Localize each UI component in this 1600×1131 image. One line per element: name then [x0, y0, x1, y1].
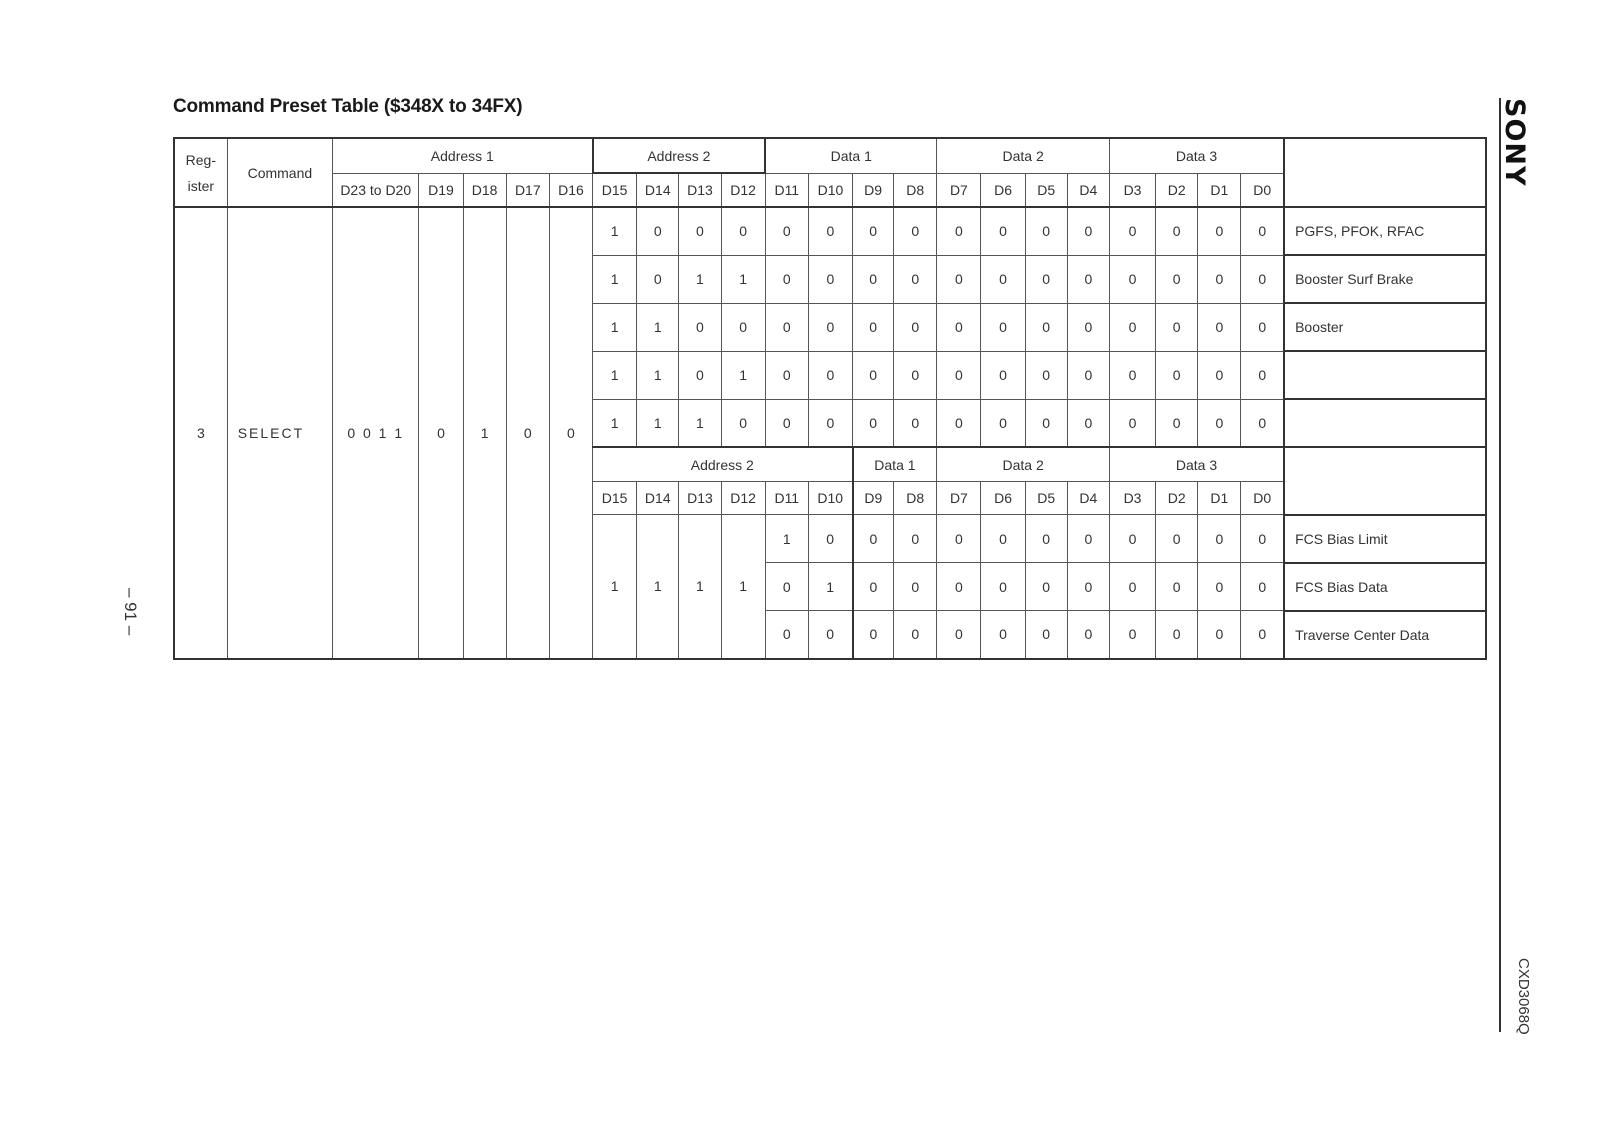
bit-cell: 0 — [937, 515, 981, 563]
description-cell: PGFS, PFOK, RFAC — [1284, 207, 1486, 255]
bit-cell: 0 — [808, 399, 852, 447]
bit-header: D17 — [506, 173, 549, 207]
bit-header: D3 — [1109, 173, 1155, 207]
bit-cell: 0 — [721, 207, 765, 255]
address1-value: 1 — [463, 207, 506, 659]
bit-cell: 0 — [853, 255, 894, 303]
bit-cell: 0 — [853, 399, 894, 447]
bit-cell: 0 — [1109, 515, 1155, 563]
bit-cell: 0 — [853, 515, 894, 563]
description-cell: Booster Surf Brake — [1284, 255, 1486, 303]
bit-cell: 1 — [593, 303, 637, 351]
bit-cell: 0 — [1241, 611, 1284, 659]
bit-cell: 0 — [1067, 515, 1109, 563]
bit-header: D0 — [1241, 173, 1284, 207]
bit-cell: 0 — [1198, 303, 1241, 351]
bit-header: D14 — [637, 482, 679, 515]
bit-header: D1 — [1198, 482, 1241, 515]
bit-header: D6 — [981, 173, 1025, 207]
bit-cell: 0 — [637, 255, 679, 303]
bit-cell: 0 — [808, 515, 852, 563]
bit-cell: 0 — [1109, 563, 1155, 611]
bit-cell: 0 — [894, 563, 937, 611]
bit-header: D15 — [593, 482, 637, 515]
bit-cell: 0 — [1241, 563, 1284, 611]
bit-cell: 0 — [1241, 303, 1284, 351]
bit-cell: 0 — [937, 351, 981, 399]
bit-cell: 0 — [1241, 255, 1284, 303]
bit-cell: 0 — [808, 255, 852, 303]
description-cell: Traverse Center Data — [1284, 611, 1486, 659]
register-header-line2: ister — [187, 177, 215, 194]
bit-header: D13 — [679, 482, 721, 515]
bit-header: D4 — [1067, 173, 1109, 207]
bit-header: D1 — [1198, 173, 1241, 207]
bit-cell: 1 — [679, 255, 721, 303]
bit-cell: 0 — [981, 207, 1025, 255]
description-cell — [1284, 351, 1486, 399]
data1-header: Data 1 — [765, 138, 937, 173]
bit-header: D9 — [853, 173, 894, 207]
bit-header: D23 to D20 — [333, 173, 419, 207]
bit-header: D11 — [765, 482, 808, 515]
bit-cell: 0 — [853, 563, 894, 611]
bit-cell: 1 — [637, 399, 679, 447]
description-header-lower — [1284, 447, 1486, 515]
bit-cell: 0 — [894, 255, 937, 303]
data3-header: Data 3 — [1109, 138, 1284, 173]
description-header — [1284, 138, 1486, 207]
register-value: 3 — [174, 207, 227, 659]
description-cell: FCS Bias Data — [1284, 563, 1486, 611]
bit-header: D13 — [679, 173, 721, 207]
bit-cell: 0 — [1025, 303, 1067, 351]
bit-cell: 1 — [721, 351, 765, 399]
bit-header: D15 — [593, 173, 637, 207]
bit-cell: 0 — [853, 351, 894, 399]
bit-cell: 1 — [721, 515, 765, 659]
bit-cell: 0 — [937, 255, 981, 303]
bit-cell: 0 — [937, 563, 981, 611]
margin-rule — [1499, 98, 1501, 1032]
bit-cell: 0 — [1067, 255, 1109, 303]
command-header: Command — [227, 138, 332, 207]
bit-cell: 0 — [1198, 563, 1241, 611]
bit-header: D19 — [419, 173, 463, 207]
bit-cell: 0 — [1198, 207, 1241, 255]
bit-cell: 0 — [1109, 351, 1155, 399]
bit-header: D7 — [937, 482, 981, 515]
bit-cell: 0 — [679, 207, 721, 255]
bit-header: D7 — [937, 173, 981, 207]
bit-cell: 1 — [765, 515, 808, 563]
bit-cell: 0 — [721, 399, 765, 447]
bit-header: D0 — [1241, 482, 1284, 515]
bit-header: D2 — [1156, 173, 1198, 207]
bit-cell: 1 — [593, 255, 637, 303]
address1-value: 0 — [506, 207, 549, 659]
bit-cell: 0 — [1198, 351, 1241, 399]
bit-cell: 1 — [637, 303, 679, 351]
bit-cell: 0 — [937, 611, 981, 659]
bit-cell: 0 — [1156, 563, 1198, 611]
bit-cell: 0 — [808, 303, 852, 351]
bit-cell: 0 — [1198, 611, 1241, 659]
bit-cell: 0 — [1025, 255, 1067, 303]
description-cell — [1284, 399, 1486, 447]
bit-cell: 0 — [853, 611, 894, 659]
bit-cell: 0 — [981, 515, 1025, 563]
page-title: Command Preset Table ($348X to 34FX) — [173, 96, 523, 117]
bit-cell: 0 — [1067, 303, 1109, 351]
bit-cell: 0 — [765, 207, 808, 255]
bit-cell: 0 — [853, 303, 894, 351]
bit-cell: 1 — [637, 351, 679, 399]
bit-header: D10 — [808, 173, 852, 207]
bit-cell: 0 — [808, 351, 852, 399]
bit-cell: 0 — [981, 399, 1025, 447]
register-header-line1: Reg- — [185, 151, 217, 168]
bit-cell: 0 — [1156, 255, 1198, 303]
bit-cell: 0 — [1198, 515, 1241, 563]
bit-cell: 0 — [981, 611, 1025, 659]
bit-header: D16 — [549, 173, 592, 207]
register-header — [174, 138, 227, 207]
bit-header: D8 — [894, 482, 937, 515]
bit-cell: 0 — [1025, 351, 1067, 399]
bit-cell: 1 — [808, 563, 852, 611]
bit-header: D8 — [894, 173, 937, 207]
bit-cell: 1 — [593, 399, 637, 447]
bit-cell: 0 — [1067, 611, 1109, 659]
bit-cell: 1 — [637, 515, 679, 659]
bit-cell: 0 — [1109, 255, 1155, 303]
bit-cell: 1 — [679, 515, 721, 659]
bit-cell: 0 — [1241, 399, 1284, 447]
bit-header: D10 — [808, 482, 852, 515]
bit-cell: 0 — [808, 611, 852, 659]
document-number: CXD3068Q — [1515, 958, 1532, 1035]
bit-cell: 0 — [1109, 611, 1155, 659]
bit-cell: 0 — [981, 255, 1025, 303]
bit-cell: 0 — [1241, 351, 1284, 399]
bit-cell: 0 — [1025, 611, 1067, 659]
bit-cell: 0 — [1156, 303, 1198, 351]
bit-cell: 0 — [1198, 399, 1241, 447]
bit-cell: 0 — [981, 563, 1025, 611]
bit-cell: 0 — [765, 563, 808, 611]
bit-cell: 0 — [894, 611, 937, 659]
bit-cell: 0 — [1025, 563, 1067, 611]
bit-cell: 0 — [937, 399, 981, 447]
bit-header: D2 — [1156, 482, 1198, 515]
bit-cell: 0 — [765, 399, 808, 447]
address1-header: Address 1 — [333, 138, 593, 173]
bit-cell: 0 — [1156, 611, 1198, 659]
bit-cell: 0 — [894, 303, 937, 351]
bit-cell: 0 — [937, 303, 981, 351]
bit-cell: 0 — [1067, 563, 1109, 611]
bit-cell: 0 — [808, 207, 852, 255]
command-value: SELECT — [227, 207, 332, 659]
bit-cell: 0 — [1156, 351, 1198, 399]
bit-cell: 0 — [1241, 207, 1284, 255]
bit-cell: 0 — [1109, 399, 1155, 447]
address1-value: 0 — [549, 207, 592, 659]
description-cell: FCS Bias Limit — [1284, 515, 1486, 563]
bit-cell: 0 — [1025, 207, 1067, 255]
bit-cell: 1 — [721, 255, 765, 303]
bit-cell: 0 — [765, 303, 808, 351]
data1-header-lower: Data 1 — [853, 447, 937, 482]
bit-cell: 0 — [721, 303, 765, 351]
data3-header-lower: Data 3 — [1109, 447, 1284, 482]
bit-cell: 0 — [765, 255, 808, 303]
bit-cell: 0 — [637, 207, 679, 255]
bit-cell: 0 — [1067, 351, 1109, 399]
command-preset-table — [173, 137, 1487, 660]
bit-header: D12 — [721, 173, 765, 207]
bit-cell: 0 — [765, 611, 808, 659]
data2-header: Data 2 — [937, 138, 1110, 173]
bit-cell: 0 — [894, 207, 937, 255]
bit-cell: 0 — [894, 515, 937, 563]
bit-cell: 0 — [679, 351, 721, 399]
bit-cell: 0 — [679, 303, 721, 351]
bit-header: D9 — [853, 482, 894, 515]
bit-cell: 0 — [894, 351, 937, 399]
bit-header: D4 — [1067, 482, 1109, 515]
bit-header: D5 — [1025, 173, 1067, 207]
address1-value: 0 — [419, 207, 463, 659]
address2-header: Address 2 — [593, 138, 766, 173]
data2-header-lower: Data 2 — [937, 447, 1110, 482]
bit-header: D6 — [981, 482, 1025, 515]
bit-cell: 0 — [1156, 207, 1198, 255]
bit-cell: 1 — [593, 515, 637, 659]
bit-cell: 1 — [679, 399, 721, 447]
bit-header: D14 — [637, 173, 679, 207]
bit-header: D18 — [463, 173, 506, 207]
page-number: – 91 – — [121, 588, 140, 636]
description-cell: Booster — [1284, 303, 1486, 351]
bit-cell: 0 — [981, 351, 1025, 399]
bit-cell: 1 — [593, 207, 637, 255]
bit-cell: 0 — [853, 207, 894, 255]
bit-header: D11 — [765, 173, 808, 207]
bit-cell: 0 — [765, 351, 808, 399]
bit-cell: 0 — [1198, 255, 1241, 303]
bit-cell: 0 — [981, 303, 1025, 351]
bit-cell: 1 — [593, 351, 637, 399]
bit-cell: 0 — [1156, 399, 1198, 447]
bit-cell: 0 — [1025, 399, 1067, 447]
address1-value: 0 0 1 1 — [333, 207, 419, 659]
bit-cell: 0 — [1156, 515, 1198, 563]
bit-cell: 0 — [1067, 399, 1109, 447]
bit-header: D12 — [721, 482, 765, 515]
bit-cell: 0 — [937, 207, 981, 255]
bit-header: D3 — [1109, 482, 1155, 515]
bit-cell: 0 — [894, 399, 937, 447]
bit-cell: 0 — [1109, 207, 1155, 255]
bit-cell: 0 — [1241, 515, 1284, 563]
address2-header-lower: Address 2 — [593, 447, 853, 482]
bit-cell: 0 — [1025, 515, 1067, 563]
bit-cell: 0 — [1109, 303, 1155, 351]
bit-header: D5 — [1025, 482, 1067, 515]
brand-logo: SONY — [1499, 98, 1530, 187]
bit-cell: 0 — [1067, 207, 1109, 255]
